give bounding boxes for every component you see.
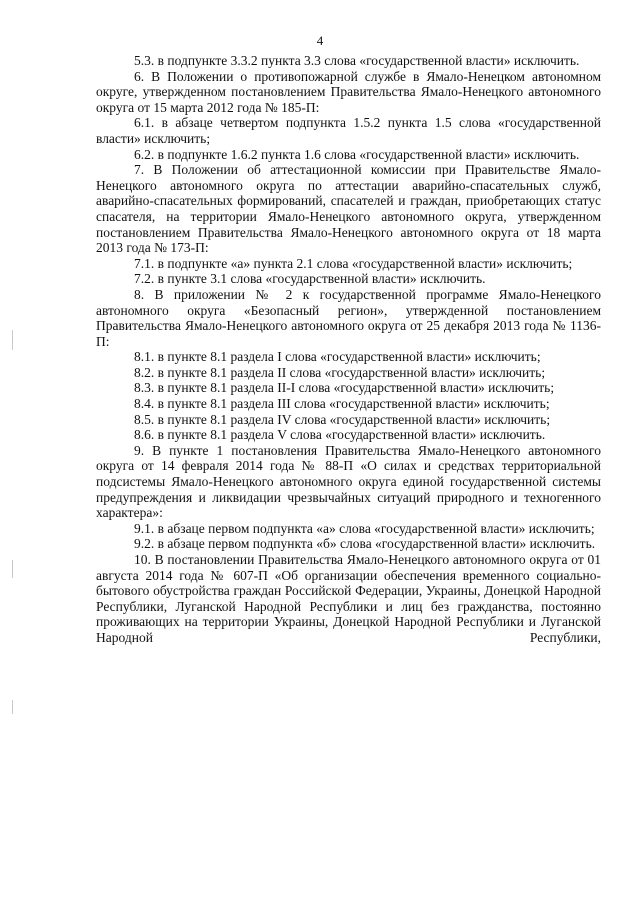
page-number: 4	[316, 33, 324, 48]
paragraph-8-1: 8.1. в пункте 8.1 раздела I слова «государственной власти» исключить;	[134, 349, 541, 365]
paragraph-6: 6. В Положении о противопожарной службе в Ямало-Ненецком автономном округе, утвержденном постановлением Правительства Ямало-Ненецкого автономного округа от 15 марта 2012 года № 185-П:	[96, 68, 601, 115]
scan-margin-mark	[12, 560, 13, 578]
paragraph-9-1: 9.1. в абзаце первом подпункта «а» слова «государственной власти» исключить;	[134, 520, 595, 536]
paragraph-9-2: 9.2. в абзаце первом подпункта «б» слова «государственной власти» исключить.	[134, 536, 596, 552]
scan-margin-mark	[12, 700, 13, 714]
paragraph-7: 7. В Положении об аттестационной комиссии при Правительстве Ямало-Ненецкого автономного округа по аттестации аварийно-спасательных служб, аварийно-спасательных формирований, спасателей и граждан, приобретающих статус спасателя, на территории Ямало-Ненецкого автономного округа, утвержденном постановлением Правительства Ямало-Ненецкого автономного округа от 18 марта 2013 года № 173-П:	[96, 162, 601, 256]
paragraph-8-2: 8.2. в пункте 8.1 раздела II слова «государственной власти» исключить;	[134, 364, 546, 380]
paragraph-10: 10. В постановлении Правительства Ямало-Ненецкого автономного округа от 01 августа 2014 года № 607-П «Об организации обеспечения временного социально-бытового обустройства граждан Российской Федерации, Украины, Донецкой Народной Республики, Луганской Народной Республики и лиц без гражданства, постоянно проживающих на территории Украины, Донецкой Народной Республики и Луганской Народной Республики,	[96, 552, 601, 645]
paragraph-7-2: 7.2. в пункте 3.1 слова «государственной власти» исключить.	[134, 271, 486, 287]
paragraph-6-2: 6.2. в подпункте 1.6.2 пункта 1.6 слова «государственной власти» исключить.	[134, 146, 580, 162]
paragraph-8-6: 8.6. в пункте 8.1 раздела V слова «государственной власти» исключить.	[134, 427, 546, 443]
paragraph-6-1: 6.1. в абзаце четвертом подпункта 1.5.2 пункта 1.5 слова «государственной власти» исключить;	[96, 115, 601, 146]
paragraph-8-5: 8.5. в пункте 8.1 раздела IV слова «государственной власти» исключить;	[134, 411, 551, 427]
paragraph-5-3: 5.3. в подпункте 3.3.2 пункта 3.3 слова «государственной власти» исключить.	[134, 53, 580, 68]
paragraph-8: 8. В приложении № 2 к государственной программе Ямало-Ненецкого автономного округа «Безопасный регион», утвержденной постановлением Правительства Ямало-Ненецкого автономного округа от 25 декабря 2013 года № 1136-П:	[96, 286, 601, 349]
paragraph-9: 9. В пункте 1 постановления Правительства Ямало-Ненецкого автономного округа от 14 февраля 2014 года № 88-П «О силах и средствах территориальной подсистемы Ямало-Ненецкого автономного округа единой государственной системы предупреждения и ликвидации чрезвычайных ситуаций природного и техногенного характера»:	[96, 442, 601, 521]
paragraph-8-4: 8.4. в пункте 8.1 раздела III слова «государственной власти» исключить;	[134, 396, 550, 412]
paragraph-7-1: 7.1. в подпункте «а» пункта 2.1 слова «государственной власти» исключить;	[134, 255, 573, 271]
document-body	[96, 53, 601, 646]
scan-margin-mark	[12, 330, 13, 350]
paragraph-8-3: 8.3. в пункте 8.1 раздела II-I слова «государственной власти» исключить;	[134, 380, 555, 396]
